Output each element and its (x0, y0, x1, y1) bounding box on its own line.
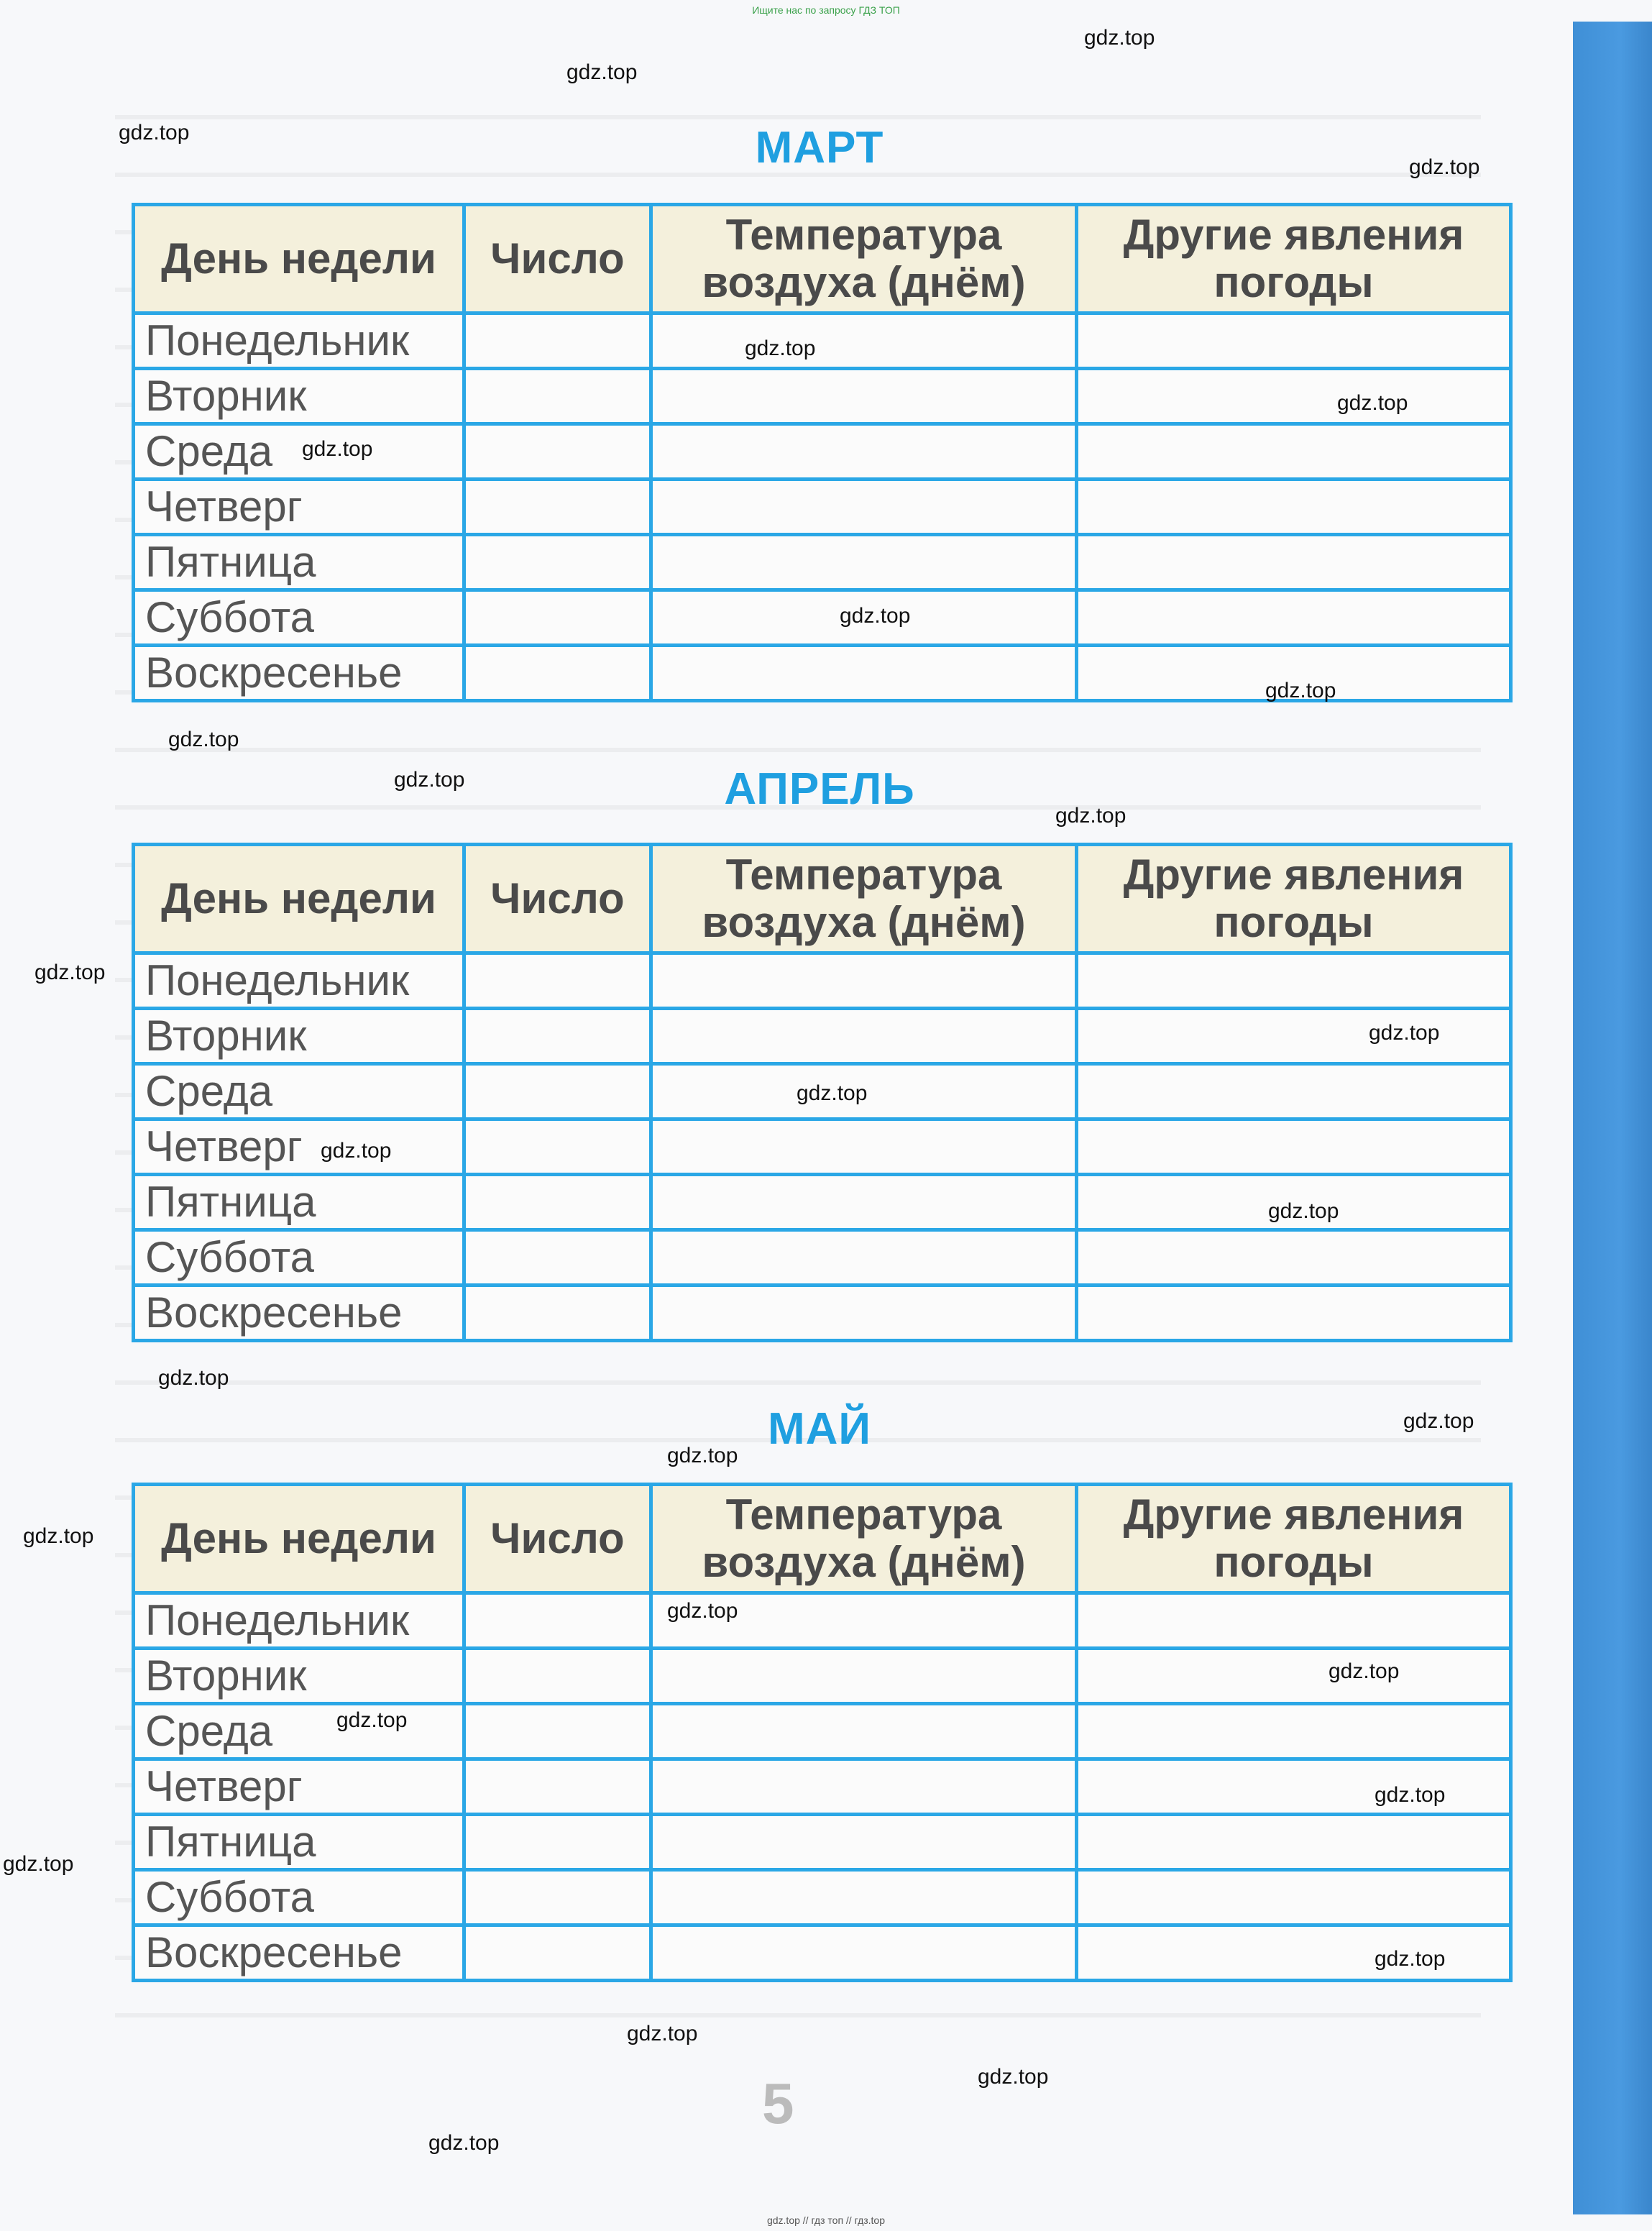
other-cell[interactable] (1077, 535, 1511, 590)
day-cell: Среда (134, 1064, 464, 1119)
watermark: gdz.top (1265, 679, 1336, 702)
number-cell[interactable] (464, 1704, 651, 1759)
page-number: 5 (762, 2071, 794, 2135)
table-row (134, 1230, 1511, 1286)
other-cell[interactable] (1077, 1009, 1511, 1064)
month-title-april: АПРЕЛЬ (724, 764, 915, 814)
day-cell: Среда (134, 424, 464, 480)
day-cell: Понедельник (134, 1593, 464, 1649)
bottom-banner: gdz.top // гдз топ // гдз.top (766, 2214, 886, 2226)
day-cell: Вторник (134, 1649, 464, 1704)
other-cell[interactable] (1077, 590, 1511, 646)
table-header-row (134, 1485, 1511, 1593)
number-cell[interactable] (464, 590, 651, 646)
month-title-may: МАЙ (768, 1404, 871, 1454)
temp-cell[interactable] (651, 1870, 1077, 1925)
temp-cell[interactable] (651, 480, 1077, 535)
watermark: gdz.top (1084, 26, 1155, 50)
number-cell[interactable] (464, 1230, 651, 1286)
temp-cell[interactable] (651, 535, 1077, 590)
table-row (134, 480, 1511, 535)
number-cell[interactable] (464, 480, 651, 535)
day-cell: Суббота (134, 590, 464, 646)
temp-cell[interactable] (651, 369, 1077, 424)
header-temp: Температура воздуха (днём) (651, 1485, 1077, 1593)
other-cell[interactable] (1077, 1815, 1511, 1870)
number-cell[interactable] (464, 1593, 651, 1649)
day-cell: Пятница (134, 1815, 464, 1870)
watermark: gdz.top (1268, 1199, 1339, 1223)
temp-cell[interactable] (651, 1815, 1077, 1870)
watermark: gdz.top (119, 121, 190, 145)
day-cell: Четверг (134, 1759, 464, 1815)
table-row (134, 313, 1511, 369)
header-other: Другие явления погоды (1077, 205, 1511, 313)
header-temp: Температура воздуха (днём) (651, 205, 1077, 313)
temp-cell[interactable] (651, 953, 1077, 1009)
other-cell[interactable] (1077, 953, 1511, 1009)
month-title-march: МАРТ (755, 123, 884, 173)
page-edge-stripe (1573, 22, 1652, 2214)
temp-cell[interactable] (651, 1009, 1077, 1064)
temp-cell[interactable] (651, 424, 1077, 480)
temp-cell[interactable] (651, 1119, 1077, 1175)
watermark: gdz.top (667, 1444, 738, 1467)
day-cell: Понедельник (134, 313, 464, 369)
day-cell: Среда (134, 1704, 464, 1759)
header-temp: Температура воздуха (днём) (651, 845, 1077, 953)
watermark: gdz.top (840, 604, 911, 628)
watermark: gdz.top (1329, 1659, 1400, 1683)
watermark: gdz.top (168, 728, 239, 751)
watermark: gdz.top (978, 2065, 1049, 2089)
watermark: gdz.top (1403, 1409, 1474, 1433)
temp-cell[interactable] (651, 1759, 1077, 1815)
number-cell[interactable] (464, 535, 651, 590)
day-cell: Воскресенье (134, 646, 464, 701)
watermark: gdz.top (1337, 391, 1408, 415)
watermark: gdz.top (428, 2131, 500, 2155)
table-header-row (134, 205, 1511, 313)
table-row (134, 953, 1511, 1009)
other-cell[interactable] (1077, 480, 1511, 535)
watermark: gdz.top (1375, 1947, 1446, 1971)
watermark: gdz.top (1409, 155, 1480, 179)
table-row (134, 1009, 1511, 1064)
other-cell[interactable] (1077, 369, 1511, 424)
watermark: gdz.top (627, 2022, 698, 2046)
watermark: gdz.top (302, 437, 373, 461)
temp-cell[interactable] (651, 1649, 1077, 1704)
temp-cell[interactable] (651, 1175, 1077, 1230)
day-cell: Воскресенье (134, 1286, 464, 1341)
day-cell: Вторник (134, 1009, 464, 1064)
day-cell: Воскресенье (134, 1925, 464, 1981)
watermark: gdz.top (158, 1366, 229, 1390)
other-cell[interactable] (1077, 1759, 1511, 1815)
day-cell: Вторник (134, 369, 464, 424)
number-cell[interactable] (464, 1870, 651, 1925)
other-cell[interactable] (1077, 1119, 1511, 1175)
watermark: gdz.top (3, 1852, 74, 1876)
other-cell[interactable] (1077, 1870, 1511, 1925)
other-cell[interactable] (1077, 1064, 1511, 1119)
number-cell[interactable] (464, 369, 651, 424)
watermark: gdz.top (1375, 1783, 1446, 1807)
header-other: Другие явления погоды (1077, 845, 1511, 953)
number-cell[interactable] (464, 1286, 651, 1341)
top-banner: Ищите нас по запросу ГДЗ ТОП (752, 4, 900, 16)
other-cell[interactable] (1077, 313, 1511, 369)
watermark: gdz.top (23, 1524, 94, 1548)
day-cell: Пятница (134, 1175, 464, 1230)
table-row (134, 1870, 1511, 1925)
number-cell[interactable] (464, 313, 651, 369)
temp-cell[interactable] (651, 1925, 1077, 1981)
table-row (134, 535, 1511, 590)
header-number: Число (464, 1485, 651, 1593)
table-row (134, 1286, 1511, 1341)
watermark: gdz.top (321, 1139, 392, 1163)
number-cell[interactable] (464, 1759, 651, 1815)
header-day: День недели (134, 205, 464, 313)
header-day: День недели (134, 1485, 464, 1593)
table-header-row (134, 845, 1511, 953)
other-cell[interactable] (1077, 1925, 1511, 1981)
temp-cell[interactable] (651, 1704, 1077, 1759)
number-cell[interactable] (464, 1649, 651, 1704)
day-cell: Четверг (134, 1119, 464, 1175)
watermark: gdz.top (35, 961, 106, 984)
watermark: gdz.top (394, 768, 465, 792)
number-cell[interactable] (464, 1175, 651, 1230)
number-cell[interactable] (464, 1009, 651, 1064)
header-other: Другие явления погоды (1077, 1485, 1511, 1593)
table-row (134, 1649, 1511, 1704)
day-cell: Понедельник (134, 953, 464, 1009)
watermark: gdz.top (336, 1708, 408, 1732)
header-number: Число (464, 845, 651, 953)
other-cell[interactable] (1077, 1704, 1511, 1759)
table-row (134, 1925, 1511, 1981)
header-day: День недели (134, 845, 464, 953)
watermark: gdz.top (667, 1599, 738, 1623)
watermark: gdz.top (1369, 1021, 1440, 1045)
watermark: gdz.top (797, 1081, 868, 1105)
table-row (134, 1593, 1511, 1649)
header-number: Число (464, 205, 651, 313)
temp-cell[interactable] (651, 1286, 1077, 1341)
other-cell[interactable] (1077, 1286, 1511, 1341)
watermark: gdz.top (1055, 804, 1126, 828)
table-row (134, 590, 1511, 646)
table-row (134, 1759, 1511, 1815)
other-cell[interactable] (1077, 1593, 1511, 1649)
temp-cell[interactable] (651, 313, 1077, 369)
other-cell[interactable] (1077, 424, 1511, 480)
day-cell: Четверг (134, 480, 464, 535)
number-cell[interactable] (464, 1815, 651, 1870)
number-cell[interactable] (464, 953, 651, 1009)
watermark: gdz.top (745, 336, 816, 360)
number-cell[interactable] (464, 1925, 651, 1981)
day-cell: Суббота (134, 1230, 464, 1286)
day-cell: Суббота (134, 1870, 464, 1925)
day-cell: Пятница (134, 535, 464, 590)
table-row (134, 369, 1511, 424)
other-cell[interactable] (1077, 1649, 1511, 1704)
number-cell[interactable] (464, 1064, 651, 1119)
temp-cell[interactable] (651, 646, 1077, 701)
watermark: gdz.top (566, 60, 638, 84)
number-cell[interactable] (464, 646, 651, 701)
number-cell[interactable] (464, 424, 651, 480)
other-cell[interactable] (1077, 1230, 1511, 1286)
table-row (134, 1815, 1511, 1870)
temp-cell[interactable] (651, 1230, 1077, 1286)
number-cell[interactable] (464, 1119, 651, 1175)
